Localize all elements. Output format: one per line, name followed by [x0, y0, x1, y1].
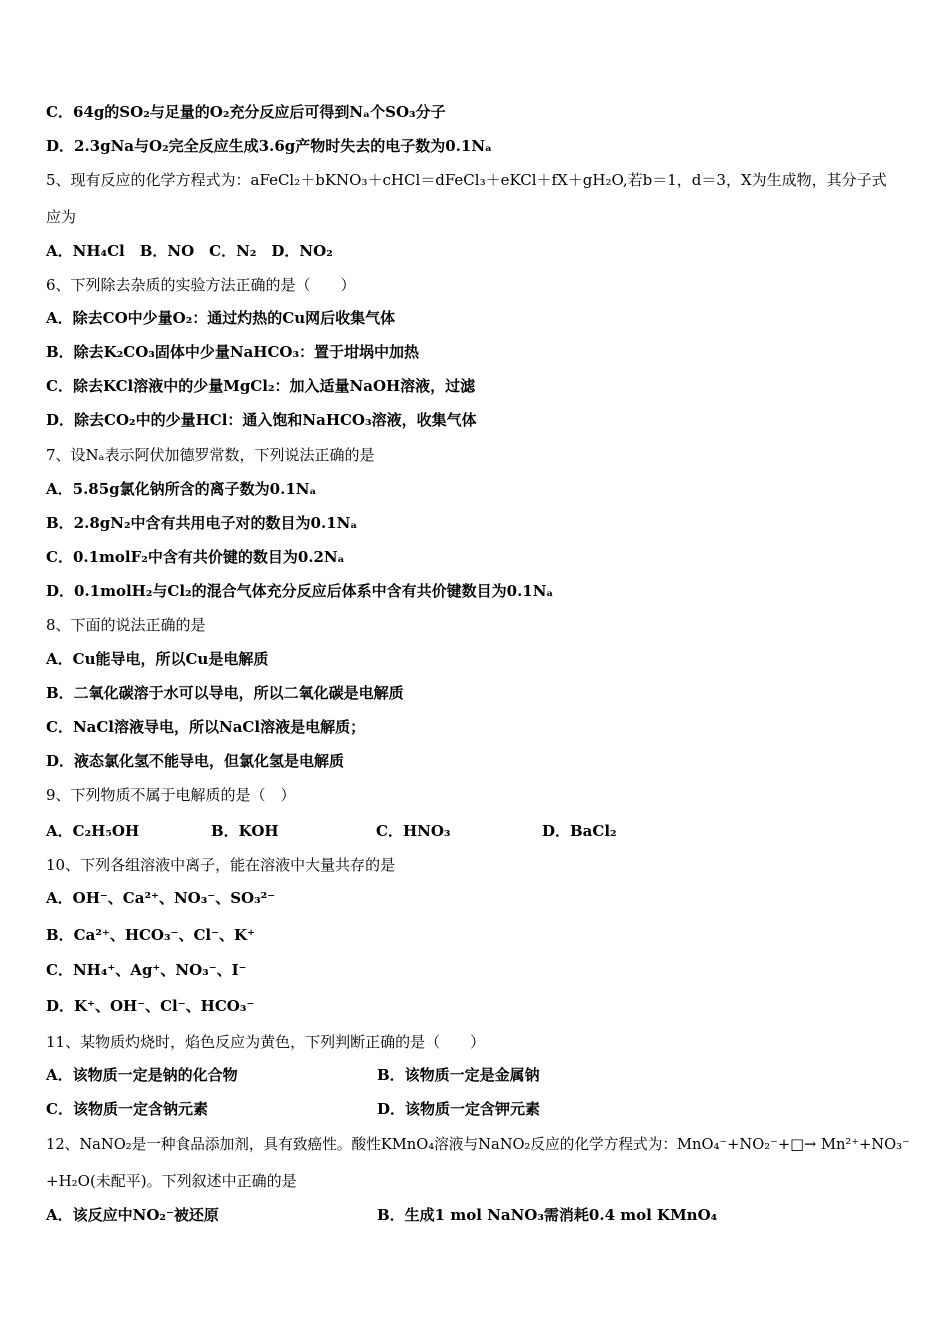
q5-options: A．NH₄Cl B．NO C．N₂ D．NO₂: [46, 242, 333, 260]
q4-option-c: C．64g的SO₂与足量的O₂充分反应后可得到Nₐ个SO₃分子: [46, 103, 446, 121]
q9-option-d: D．BaCl₂: [542, 822, 617, 840]
q7-option-c: C．0.1molF₂中含有共价键的数目为0.2Nₐ: [46, 548, 345, 566]
q9-stem: 9、下列物质不属于电解质的是（ ）: [46, 786, 296, 804]
q8-stem: 8、下面的说法正确的是: [46, 616, 206, 634]
q6-option-c: C．除去KCl溶液中的少量MgCl₂：加入适量NaOH溶液，过滤: [46, 377, 476, 395]
q11-option-c: C．该物质一定含钠元素: [46, 1100, 208, 1118]
q7-option-b: B．2.8gN₂中含有共用电子对的数目为0.1Nₐ: [46, 514, 358, 532]
q10-option-d: D．K⁺、OH⁻、Cl⁻、HCO₃⁻: [46, 997, 255, 1015]
q9-option-b: B．KOH: [211, 822, 279, 840]
q9-option-c: C．HNO₃: [376, 822, 451, 840]
q10-option-a: A．OH⁻、Ca²⁺、NO₃⁻、SO₃²⁻: [46, 889, 276, 907]
q6-option-a: A．除去CO中少量O₂：通过灼热的Cu网后收集气体: [46, 309, 396, 327]
q9-option-a: A．C₂H₅OH: [46, 822, 140, 840]
q8-option-c: C．NaCl溶液导电，所以NaCl溶液是电解质；: [46, 718, 366, 736]
q10-option-b: B．Ca²⁺、HCO₃⁻、Cl⁻、K⁺: [46, 926, 255, 944]
q11-option-b: B．该物质一定是金属钠: [377, 1066, 540, 1084]
q5-stem-continued: 应为: [46, 208, 77, 226]
q6-stem: 6、下列除去杂质的实验方法正确的是（ ）: [46, 276, 356, 294]
q6-option-b: B．除去K₂CO₃固体中少量NaHCO₃：置于坩埚中加热: [46, 343, 420, 361]
q10-stem: 10、下列各组溶液中离子，能在溶液中大量共存的是: [46, 856, 396, 874]
q12-stem: 12、NaNO₂是一种食品添加剂，具有致癌性。酸性KMnO₄溶液与NaNO₂反应的化学方程式为：MnO₄⁻+NO₂⁻+□→ Mn²⁺+NO₃⁻: [46, 1135, 910, 1153]
q8-option-a: A．Cu能导电，所以Cu是电解质: [46, 650, 269, 668]
q12-option-a: A．该反应中NO₂⁻被还原: [46, 1206, 219, 1224]
q11-option-d: D．该物质一定含钾元素: [377, 1100, 541, 1118]
q4-option-d: D．2.3gNa与O₂完全反应生成3.6g产物时失去的电子数为0.1Nₐ: [46, 137, 493, 155]
q7-option-a: A．5.85g氯化钠所含的离子数为0.1Nₐ: [46, 480, 317, 498]
q8-option-b: B．二氧化碳溶于水可以导电，所以二氧化碳是电解质: [46, 684, 404, 702]
q5-stem: 5、现有反应的化学方程式为：aFeCl₂＋bKNO₃＋cHCl＝dFeCl₃＋eKCl＋fX＋gH₂O,若b＝1，d＝3，X为生成物，其分子式: [46, 171, 887, 189]
q7-stem: 7、设Nₐ表示阿伏加德罗常数，下列说法正确的是: [46, 446, 375, 464]
q12-option-b: B．生成1 mol NaNO₃需消耗0.4 mol KMnO₄: [377, 1206, 718, 1224]
q11-stem: 11、某物质灼烧时，焰色反应为黄色，下列判断正确的是（ ）: [46, 1033, 486, 1051]
q8-option-d: D．液态氯化氢不能导电，但氯化氢是电解质: [46, 752, 345, 770]
q10-option-c: C．NH₄⁺、Ag⁺、NO₃⁻、I⁻: [46, 961, 247, 979]
q7-option-d: D．0.1molH₂与Cl₂的混合气体充分反应后体系中含有共价键数目为0.1Nₐ: [46, 582, 554, 600]
q12-stem-continued: +H₂O(未配平)。下列叙述中正确的是: [46, 1172, 297, 1190]
q11-option-a: A．该物质一定是钠的化合物: [46, 1066, 238, 1084]
q6-option-d: D．除去CO₂中的少量HCl：通入饱和NaHCO₃溶液，收集气体: [46, 411, 477, 429]
